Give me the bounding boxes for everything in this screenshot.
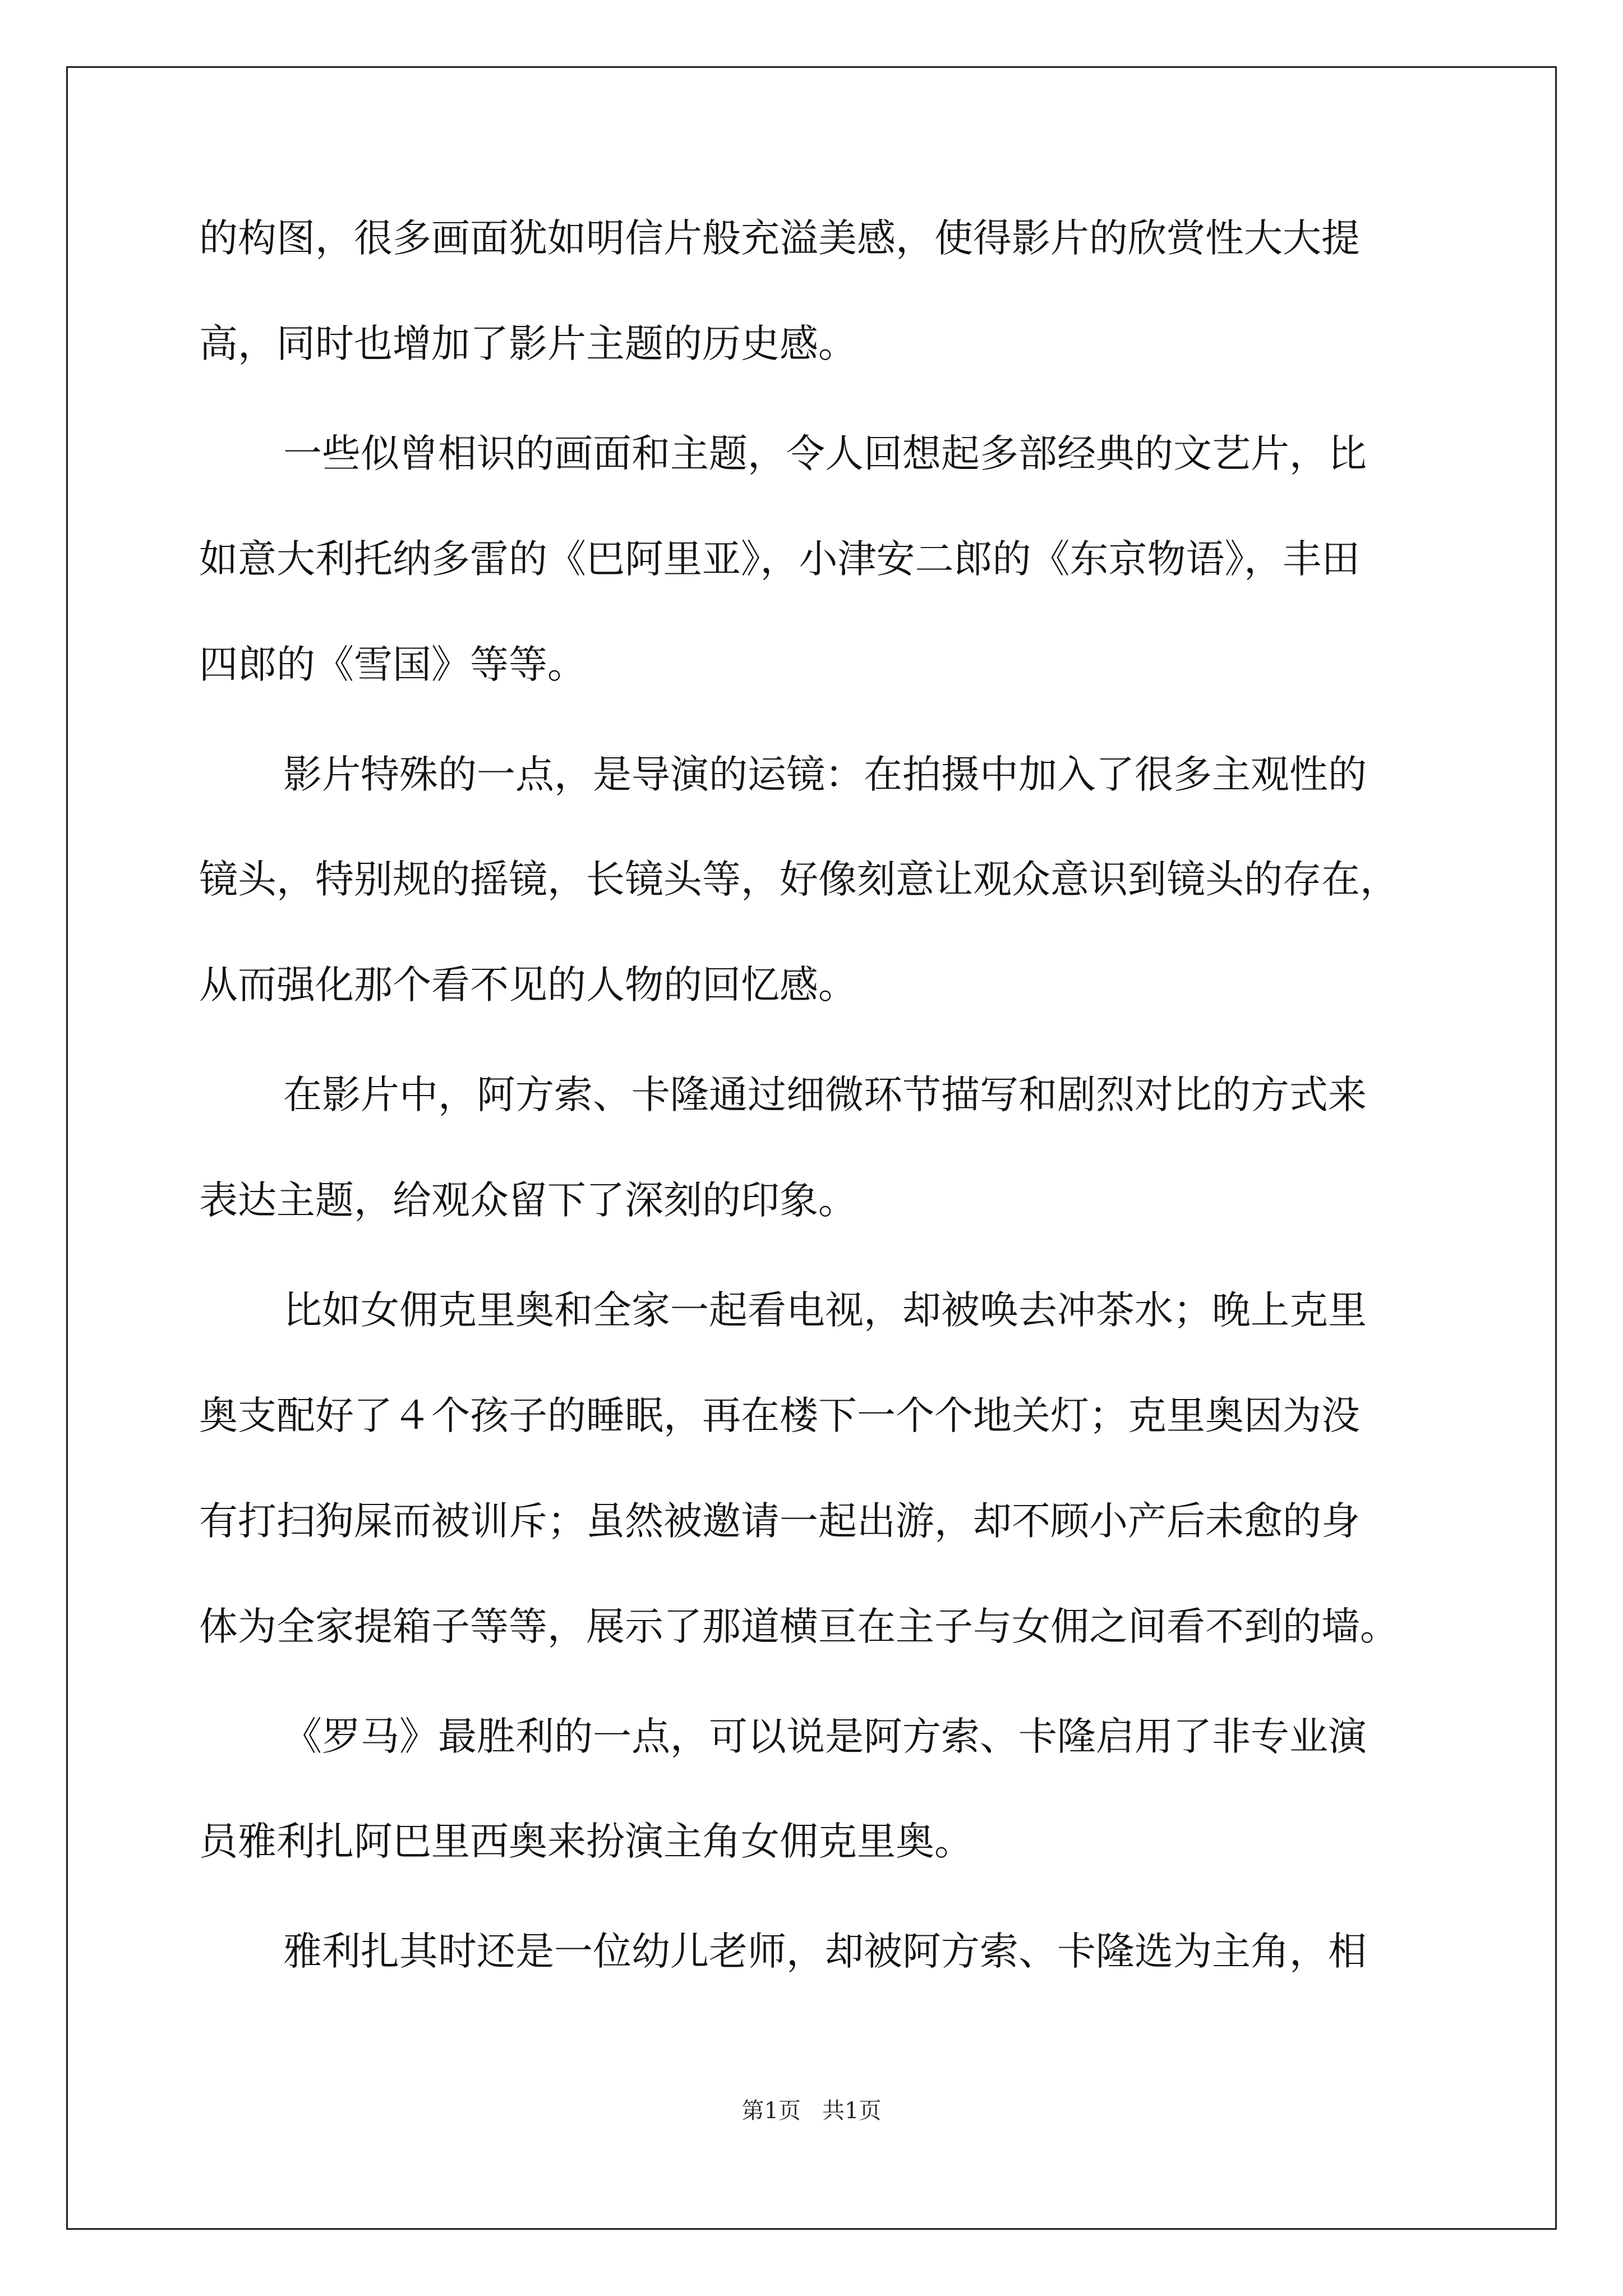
- text-line: 如意大利托纳多雷的《巴阿里亚》，小津安二郎的《东京物语》，丰田: [199, 537, 1360, 582]
- paragraph-start-line: 一些似曾相识的画面和主题，令人回想起多部经典的文艺片，比: [283, 431, 1367, 476]
- page-footer: 第1页 共1页: [741, 2098, 882, 2124]
- text-line: 从而强化那个看不见的人物的回忆感。: [199, 963, 857, 1007]
- text-line: 奥支配好了４个孩子的睡眠，再在楼下一个个地关灯；克里奥因为没: [199, 1393, 1360, 1438]
- paragraph-start-line: 影片特殊的一点，是导演的运镜：在拍摄中加入了很多主观性的: [283, 752, 1367, 797]
- text-line: 员雅利扎阿巴里西奥来扮演主角女佣克里奥。: [199, 1819, 973, 1864]
- paragraph-start-line: 在影片中，阿方索、卡隆通过细微环节描写和剧烈对比的方式来: [283, 1073, 1367, 1117]
- page-border: [66, 66, 1557, 2230]
- text-line: 有打扫狗屎而被训斥；虽然被邀请一起出游，却不顾小产后未愈的身: [199, 1499, 1360, 1544]
- text-line: 的构图，很多画面犹如明信片般充溢美感，使得影片的欣赏性大大提: [199, 216, 1360, 261]
- paragraph-start-line: 《罗马》最胜利的一点，可以说是阿方索、卡隆启用了非专业演: [283, 1714, 1367, 1759]
- paragraph-start-line: 雅利扎其时还是一位幼儿老师，却被阿方索、卡隆选为主角，相: [283, 1929, 1367, 1974]
- text-line: 体为全家提箱子等等，展示了那道横亘在主子与女佣之间看不到的墙。: [199, 1604, 1399, 1649]
- text-line: 四郎的《雪国》等等。: [199, 642, 586, 687]
- paragraph-start-line: 比如女佣克里奥和全家一起看电视，却被唤去冲茶水；晚上克里: [283, 1288, 1367, 1333]
- text-line: 高，同时也增加了影片主题的历史感。: [199, 321, 857, 366]
- text-line: 镜头，特别规的摇镜，长镜头等，好像刻意让观众意识到镜头的存在，: [199, 857, 1399, 902]
- text-line: 表达主题，给观众留下了深刻的印象。: [199, 1178, 857, 1223]
